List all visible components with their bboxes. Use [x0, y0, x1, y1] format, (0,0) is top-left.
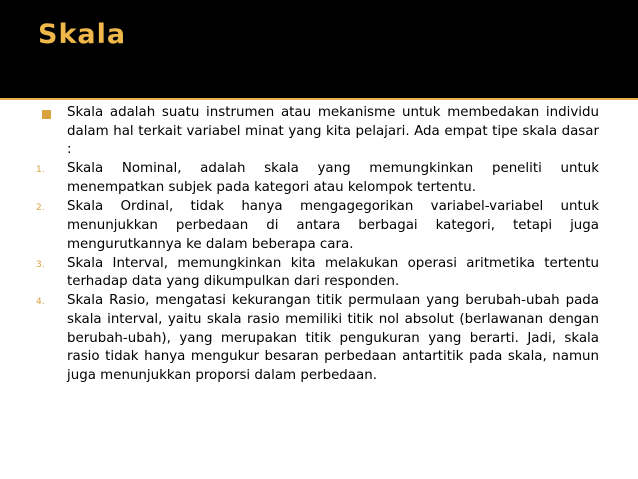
list-number: 4. — [36, 297, 45, 308]
list-item — [0, 160, 599, 197]
list-number: 1. — [36, 165, 45, 176]
slide-title: Skala — [38, 19, 127, 50]
intro-paragraph — [0, 104, 599, 160]
list-number: 3. — [36, 259, 45, 270]
list-number: 2. — [36, 203, 45, 214]
list-item — [0, 198, 599, 254]
list-item-text: Skala Ordinal, tidak hanya mengagegorikan variabel-variabel untuk menunjukkan perbedaan di antara berbagai kategori, tetapi juga mengurutkannya ke dalam beberapa cara. — [67, 199, 599, 252]
list-item-text: Skala Rasio, mengatasi kekurangan titik permulaan yang berubah-ubah pada skala interval, yaitu skala rasio memiliki titik nol absolut (berlawanan dengan berubah-ubah), yang merupakan titik pengukuran yang berarti. Jadi, skala rasio tidak hanya mengukur besaran perbedaan antartitik pada skala, namun juga menunjukkan proporsi dalam perbedaan. — [67, 293, 599, 384]
intro-text: Skala adalah suatu instrumen atau mekanisme untuk membedakan individu dalam hal terkait variabel minat yang kita pelajari. Ada empat tipe skala dasar : — [67, 105, 599, 158]
list-item — [0, 255, 599, 292]
slide-header — [0, 0, 638, 98]
header-divider — [0, 98, 638, 100]
list-item — [0, 292, 599, 386]
list-item-text: Skala Nominal, adalah skala yang memungkinkan peneliti untuk menempatkan subjek pada kategori atau kelompok tertentu. — [67, 161, 599, 196]
list-item-text: Skala Interval, memungkinkan kita melakukan operasi aritmetika tertentu terhadap data yang dikumpulkan dari responden. — [67, 255, 599, 290]
square-bullet-icon — [42, 110, 51, 119]
slide-body — [0, 104, 638, 386]
